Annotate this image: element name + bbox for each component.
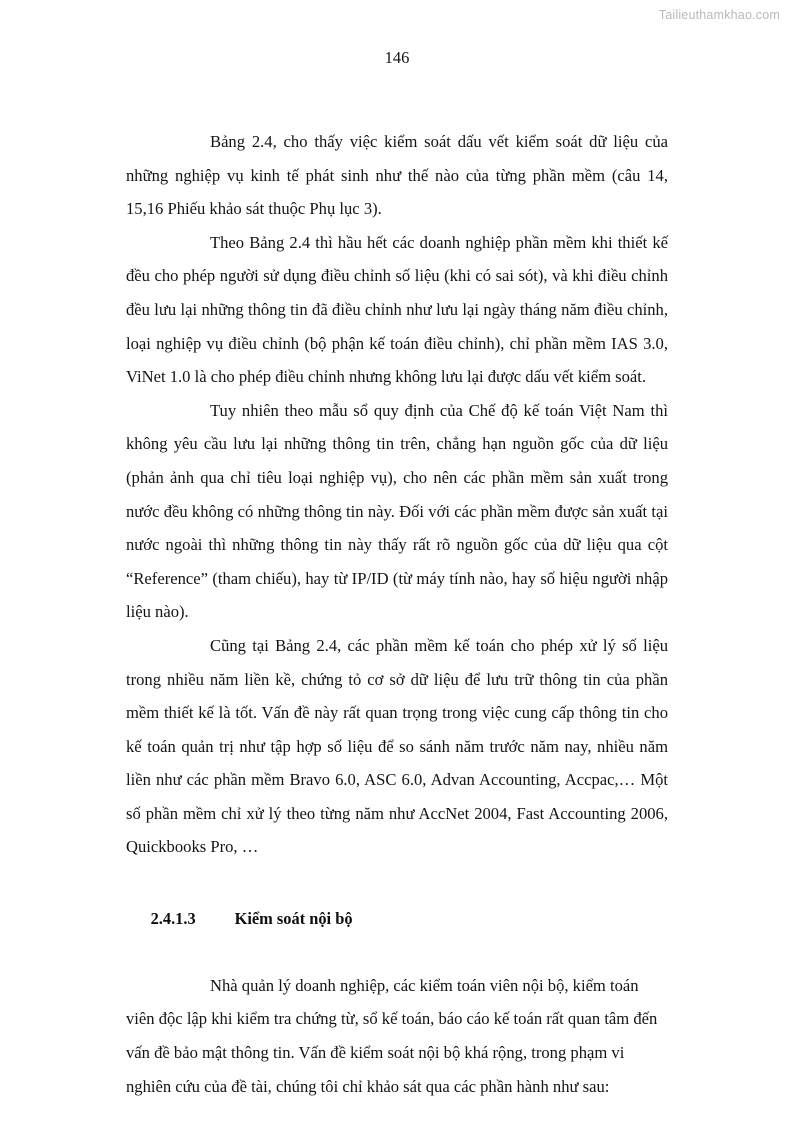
watermark-text: Tailieuthamkhao.com [658,8,780,22]
section-number: 2.4.1.3 [150,908,196,928]
section-title: Kiểm soát nội bộ [234,908,353,928]
body-paragraph-1: Bảng 2.4, cho thấy việc kiểm soát dấu vết kiểm soát dữ liệu của những nghiệp vụ kinh tế phát sinh như thế nào của từng phần mềm (câu 14, 15,16 Phiếu khảo sát thuộc Phụ lục 3). [126,132,668,219]
body-paragraph-5: Nhà quản lý doanh nghiệp, các kiểm toán viên nội bộ, kiểm toán viên độc lập khi kiểm tra chứng từ, sổ kế toán, báo cáo kế toán rất quan tâm đến vấn đề bảo mật thông tin. Vấn đề kiểm soát nội bộ khá rộng, trong phạm vi nghiên cứu của đề tài, chúng tôi chỉ khảo sát qua các phần hành như sau: [126,975,658,1096]
body-paragraph-4: Cũng tại Bảng 2.4, các phần mềm kế toán cho phép xử lý số liệu trong nhiều năm liền kề, chứng tỏ cơ sở dữ liệu để lưu trữ thông tin của phần mềm thiết kế là tốt. Vấn đề này rất quan trọng trong việc cung cấp thông tin cho kế toán quản trị như tập hợp số liệu để so sánh năm trước năm nay, nhiều năm liền như các phần mềm Bravo 6.0, ASC 6.0, Advan Accounting, Accpac,… Một số phần mềm chỉ xử lý theo từng năm như AccNet 2004, Fast Accounting 2006, Quickbooks Pro, … [126,635,668,857]
section-heading [126,868,668,969]
page-body [126,125,668,1103]
page-number: 146 [384,48,410,67]
body-paragraph-3: Tuy nhiên theo mẫu sổ quy định của Chế độ kế toán Việt Nam thì không yêu cầu lưu lại những thông tin trên, chẳng hạn nguồn gốc của dữ liệu (phản ảnh qua chỉ tiêu loại nghiệp vụ), cho nên các phần mềm sản xuất trong nước đều không có những thông tin này. Đối với các phần mềm được sản xuất tại nước ngoài thì những thông tin này thấy rất rõ nguồn gốc của dữ liệu qua cột “Reference” (tham chiếu), hay từ IP/ID (từ máy tính nào, hay số hiệu người nhập liệu nào). [126,400,668,622]
body-paragraph-2: Theo Bảng 2.4 thì hầu hết các doanh nghiệp phần mềm khi thiết kế đều cho phép người sử dụng điều chỉnh số liệu (khi có sai sót), và khi điều chỉnh đều lưu lại những thông tin đã điều chỉnh như lưu lại ngày tháng năm điều chỉnh, loại nghiệp vụ điều chỉnh (bộ phận kế toán điều chỉnh), chỉ phần mềm IAS 3.0, ViNet 1.0 là cho phép điều chỉnh nhưng không lưu lại được dấu vết kiểm soát. [126,232,668,387]
